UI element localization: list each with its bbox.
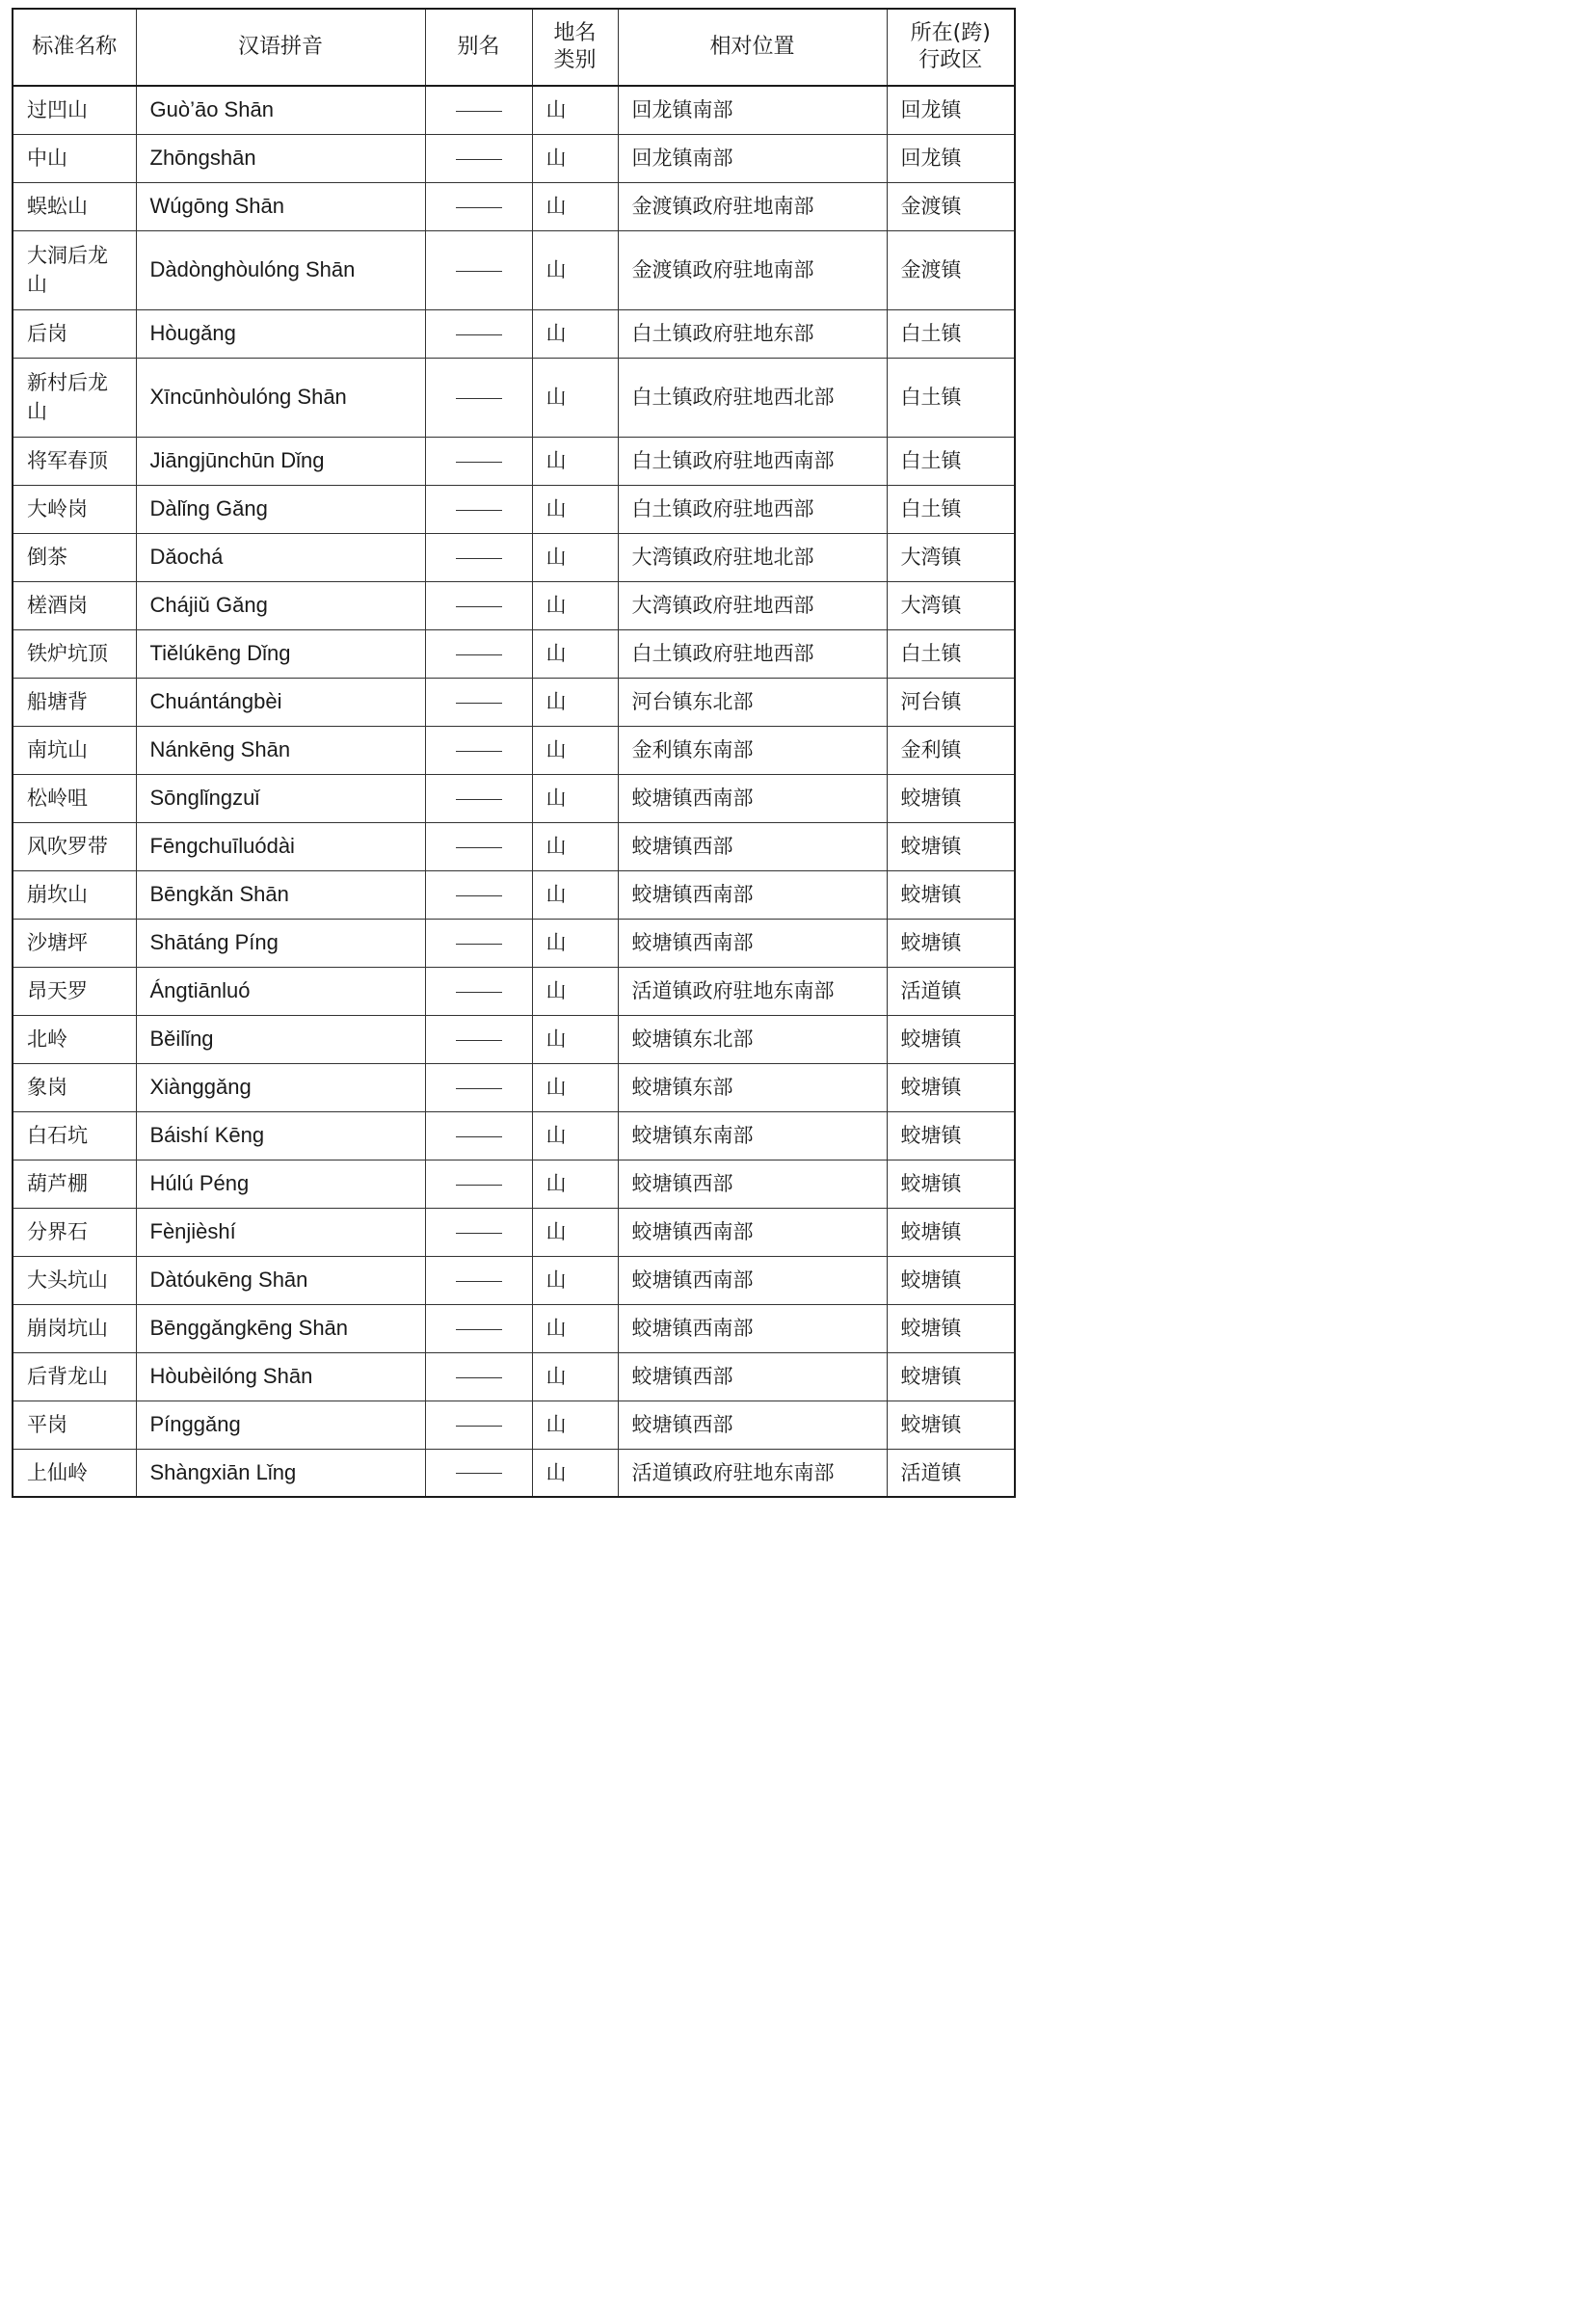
cell-alias	[425, 1063, 532, 1111]
cell-location: 蛟塘镇西南部	[618, 1208, 887, 1256]
cell-type: 山	[532, 1401, 618, 1449]
cell-alias	[425, 533, 532, 581]
header-type	[532, 9, 618, 86]
empty-alias-dash	[456, 895, 502, 896]
cell-alias	[425, 1111, 532, 1160]
cell-pinyin: Guò’āo Shān	[136, 86, 425, 134]
table-row	[13, 774, 1015, 822]
empty-alias-dash	[456, 1040, 502, 1041]
cell-location: 金渡镇政府驻地南部	[618, 182, 887, 230]
table-row	[13, 230, 1015, 309]
cell-pinyin: Bēnggǎngkēng Shān	[136, 1304, 425, 1352]
empty-alias-dash	[456, 159, 502, 160]
cell-alias	[425, 1256, 532, 1304]
cell-standard-name: 平岗	[13, 1401, 136, 1449]
cell-pinyin: Shàngxiān Lǐng	[136, 1449, 425, 1497]
table-body	[13, 86, 1015, 1497]
cell-standard-name: 分界石	[13, 1208, 136, 1256]
cell-type: 山	[532, 919, 618, 967]
cell-admin-region: 蛟塘镇	[887, 1304, 1015, 1352]
cell-admin-region: 大湾镇	[887, 581, 1015, 629]
cell-standard-name: 象岗	[13, 1063, 136, 1111]
cell-standard-name: 上仙岭	[13, 1449, 136, 1497]
cell-alias	[425, 1401, 532, 1449]
empty-alias-dash	[456, 703, 502, 704]
cell-pinyin: Dàlǐng Gǎng	[136, 485, 425, 533]
cell-type: 山	[532, 86, 618, 134]
table-row	[13, 182, 1015, 230]
cell-pinyin: Dǎochá	[136, 533, 425, 581]
cell-type: 山	[532, 678, 618, 726]
cell-admin-region: 蛟塘镇	[887, 1401, 1015, 1449]
cell-location: 蛟塘镇东北部	[618, 1015, 887, 1063]
table-row	[13, 86, 1015, 134]
cell-alias	[425, 629, 532, 678]
cell-standard-name: 风吹罗带	[13, 822, 136, 870]
cell-alias	[425, 581, 532, 629]
cell-type: 山	[532, 358, 618, 437]
cell-type: 山	[532, 1063, 618, 1111]
table-row	[13, 1256, 1015, 1304]
cell-alias	[425, 134, 532, 182]
header-location: 相对位置	[618, 9, 887, 86]
cell-alias	[425, 86, 532, 134]
cell-alias	[425, 919, 532, 967]
cell-admin-region: 蛟塘镇	[887, 1208, 1015, 1256]
table-row	[13, 822, 1015, 870]
cell-standard-name: 槎酒岗	[13, 581, 136, 629]
table-row	[13, 358, 1015, 437]
empty-alias-dash	[456, 1233, 502, 1234]
table-row	[13, 678, 1015, 726]
cell-standard-name: 后岗	[13, 309, 136, 358]
cell-pinyin: Chájiǔ Gǎng	[136, 581, 425, 629]
cell-pinyin: Pínggǎng	[136, 1401, 425, 1449]
empty-alias-dash	[456, 1329, 502, 1330]
header-admin-line1: 所在(跨)	[910, 21, 991, 45]
cell-type: 山	[532, 1208, 618, 1256]
cell-type: 山	[532, 1160, 618, 1208]
cell-type: 山	[532, 774, 618, 822]
place-names-table	[12, 8, 1016, 1498]
empty-alias-dash	[456, 1473, 502, 1474]
cell-standard-name: 崩岗坑山	[13, 1304, 136, 1352]
cell-alias	[425, 822, 532, 870]
cell-admin-region: 金渡镇	[887, 182, 1015, 230]
cell-alias	[425, 182, 532, 230]
table-row	[13, 581, 1015, 629]
table-row	[13, 1401, 1015, 1449]
cell-location: 蛟塘镇西南部	[618, 870, 887, 919]
cell-location: 蛟塘镇西南部	[618, 919, 887, 967]
cell-admin-region: 白土镇	[887, 485, 1015, 533]
cell-pinyin: Hòugǎng	[136, 309, 425, 358]
cell-pinyin: Bēngkǎn Shān	[136, 870, 425, 919]
cell-location: 白土镇政府驻地西北部	[618, 358, 887, 437]
empty-alias-dash	[456, 334, 502, 335]
cell-admin-region: 活道镇	[887, 1449, 1015, 1497]
empty-alias-dash	[456, 944, 502, 945]
cell-location: 蛟塘镇西部	[618, 1401, 887, 1449]
table-row	[13, 1160, 1015, 1208]
cell-admin-region: 金利镇	[887, 726, 1015, 774]
empty-alias-dash	[456, 111, 502, 112]
cell-pinyin: Báishí Kēng	[136, 1111, 425, 1160]
cell-pinyin: Dàtóukēng Shān	[136, 1256, 425, 1304]
cell-location: 蛟塘镇西部	[618, 822, 887, 870]
empty-alias-dash	[456, 207, 502, 208]
cell-admin-region: 蛟塘镇	[887, 1352, 1015, 1401]
cell-standard-name: 铁炉坑顶	[13, 629, 136, 678]
empty-alias-dash	[456, 751, 502, 752]
cell-standard-name: 松岭咀	[13, 774, 136, 822]
table-row	[13, 1015, 1015, 1063]
cell-pinyin: Fēngchuīluódài	[136, 822, 425, 870]
cell-admin-region: 蛟塘镇	[887, 1256, 1015, 1304]
cell-pinyin: Fènjièshí	[136, 1208, 425, 1256]
cell-pinyin: Běilǐng	[136, 1015, 425, 1063]
cell-standard-name: 倒茶	[13, 533, 136, 581]
cell-type: 山	[532, 485, 618, 533]
cell-admin-region: 蛟塘镇	[887, 1111, 1015, 1160]
cell-standard-name: 后背龙山	[13, 1352, 136, 1401]
table-row	[13, 870, 1015, 919]
cell-standard-name: 中山	[13, 134, 136, 182]
cell-standard-name: 船塘背	[13, 678, 136, 726]
table-row	[13, 1304, 1015, 1352]
header-alias: 别名	[425, 9, 532, 86]
table-row	[13, 1111, 1015, 1160]
cell-pinyin: Dàdònghòulóng Shān	[136, 230, 425, 309]
table-row	[13, 533, 1015, 581]
cell-type: 山	[532, 1015, 618, 1063]
cell-pinyin: Shātáng Píng	[136, 919, 425, 967]
cell-pinyin: Xiànggǎng	[136, 1063, 425, 1111]
cell-location: 蛟塘镇东南部	[618, 1111, 887, 1160]
empty-alias-dash	[456, 992, 502, 993]
cell-admin-region: 蛟塘镇	[887, 822, 1015, 870]
cell-admin-region: 蛟塘镇	[887, 1160, 1015, 1208]
table-row	[13, 629, 1015, 678]
cell-admin-region: 白土镇	[887, 629, 1015, 678]
cell-location: 回龙镇南部	[618, 134, 887, 182]
cell-type: 山	[532, 1111, 618, 1160]
header-row	[13, 9, 1015, 86]
cell-type: 山	[532, 870, 618, 919]
cell-standard-name: 沙塘坪	[13, 919, 136, 967]
empty-alias-dash	[456, 799, 502, 800]
cell-type: 山	[532, 230, 618, 309]
table-row	[13, 437, 1015, 485]
cell-standard-name: 大洞后龙山	[13, 230, 136, 309]
cell-admin-region: 白土镇	[887, 437, 1015, 485]
empty-alias-dash	[456, 558, 502, 559]
header-name: 标准名称	[13, 9, 136, 86]
header-type-line1: 地名	[553, 21, 597, 45]
cell-standard-name: 大头坑山	[13, 1256, 136, 1304]
empty-alias-dash	[456, 1088, 502, 1089]
cell-type: 山	[532, 309, 618, 358]
cell-admin-region: 回龙镇	[887, 86, 1015, 134]
cell-location: 蛟塘镇西部	[618, 1352, 887, 1401]
table-row	[13, 134, 1015, 182]
cell-location: 大湾镇政府驻地北部	[618, 533, 887, 581]
cell-alias	[425, 774, 532, 822]
cell-pinyin: Zhōngshān	[136, 134, 425, 182]
cell-location: 白土镇政府驻地西南部	[618, 437, 887, 485]
table-row	[13, 919, 1015, 967]
cell-standard-name: 南坑山	[13, 726, 136, 774]
cell-standard-name: 过凹山	[13, 86, 136, 134]
cell-standard-name: 北岭	[13, 1015, 136, 1063]
cell-type: 山	[532, 1449, 618, 1497]
cell-type: 山	[532, 1256, 618, 1304]
cell-admin-region: 蛟塘镇	[887, 1015, 1015, 1063]
cell-pinyin: Wúgōng Shān	[136, 182, 425, 230]
empty-alias-dash	[456, 1281, 502, 1282]
cell-standard-name: 葫芦棚	[13, 1160, 136, 1208]
cell-type: 山	[532, 437, 618, 485]
cell-type: 山	[532, 182, 618, 230]
cell-standard-name: 大岭岗	[13, 485, 136, 533]
cell-pinyin: Húlú Péng	[136, 1160, 425, 1208]
cell-alias	[425, 1160, 532, 1208]
cell-location: 活道镇政府驻地东南部	[618, 1449, 887, 1497]
cell-type: 山	[532, 581, 618, 629]
cell-type: 山	[532, 629, 618, 678]
cell-admin-region: 大湾镇	[887, 533, 1015, 581]
cell-pinyin: Chuántángbèi	[136, 678, 425, 726]
cell-alias	[425, 1352, 532, 1401]
cell-type: 山	[532, 134, 618, 182]
empty-alias-dash	[456, 654, 502, 655]
cell-location: 白土镇政府驻地西部	[618, 629, 887, 678]
cell-standard-name: 蜈蚣山	[13, 182, 136, 230]
cell-location: 白土镇政府驻地西部	[618, 485, 887, 533]
empty-alias-dash	[456, 847, 502, 848]
cell-type: 山	[532, 1352, 618, 1401]
cell-standard-name: 将军春顶	[13, 437, 136, 485]
cell-location: 河台镇东北部	[618, 678, 887, 726]
cell-pinyin: Ángtiānluó	[136, 967, 425, 1015]
cell-location: 金渡镇政府驻地南部	[618, 230, 887, 309]
cell-location: 金利镇东南部	[618, 726, 887, 774]
place-names-table-container	[12, 8, 1014, 1498]
cell-alias	[425, 309, 532, 358]
cell-type: 山	[532, 726, 618, 774]
cell-type: 山	[532, 533, 618, 581]
header-admin-line2: 行政区	[918, 48, 983, 72]
empty-alias-dash	[456, 271, 502, 272]
cell-location: 蛟塘镇西南部	[618, 1256, 887, 1304]
cell-admin-region: 蛟塘镇	[887, 870, 1015, 919]
empty-alias-dash	[456, 1185, 502, 1186]
cell-pinyin: Jiāngjūnchūn Dǐng	[136, 437, 425, 485]
cell-pinyin: Nánkēng Shān	[136, 726, 425, 774]
cell-location: 蛟塘镇西南部	[618, 774, 887, 822]
table-row	[13, 726, 1015, 774]
cell-alias	[425, 1449, 532, 1497]
cell-location: 蛟塘镇西部	[618, 1160, 887, 1208]
cell-admin-region: 河台镇	[887, 678, 1015, 726]
cell-location: 回龙镇南部	[618, 86, 887, 134]
table-row	[13, 967, 1015, 1015]
cell-location: 蛟塘镇西南部	[618, 1304, 887, 1352]
header-type-line2: 类别	[553, 48, 597, 72]
cell-admin-region: 蛟塘镇	[887, 919, 1015, 967]
cell-admin-region: 活道镇	[887, 967, 1015, 1015]
cell-admin-region: 回龙镇	[887, 134, 1015, 182]
cell-admin-region: 金渡镇	[887, 230, 1015, 309]
cell-location: 活道镇政府驻地东南部	[618, 967, 887, 1015]
empty-alias-dash	[456, 398, 502, 399]
cell-alias	[425, 1015, 532, 1063]
cell-standard-name: 新村后龙山	[13, 358, 136, 437]
table-row	[13, 1208, 1015, 1256]
cell-alias	[425, 678, 532, 726]
cell-alias	[425, 726, 532, 774]
header-pinyin: 汉语拼音	[136, 9, 425, 86]
cell-pinyin: Tiělúkēng Dǐng	[136, 629, 425, 678]
cell-alias	[425, 967, 532, 1015]
cell-alias	[425, 870, 532, 919]
empty-alias-dash	[456, 462, 502, 463]
empty-alias-dash	[456, 1136, 502, 1137]
header-admin	[887, 9, 1015, 86]
cell-admin-region: 白土镇	[887, 309, 1015, 358]
cell-location: 大湾镇政府驻地西部	[618, 581, 887, 629]
cell-location: 蛟塘镇东部	[618, 1063, 887, 1111]
table-header	[13, 9, 1015, 86]
empty-alias-dash	[456, 606, 502, 607]
table-row	[13, 309, 1015, 358]
cell-type: 山	[532, 967, 618, 1015]
cell-standard-name: 崩坎山	[13, 870, 136, 919]
table-row	[13, 1449, 1015, 1497]
table-row	[13, 485, 1015, 533]
cell-alias	[425, 230, 532, 309]
cell-admin-region: 蛟塘镇	[887, 774, 1015, 822]
empty-alias-dash	[456, 510, 502, 511]
cell-type: 山	[532, 1304, 618, 1352]
cell-pinyin: Sōnglǐngzuǐ	[136, 774, 425, 822]
table-row	[13, 1352, 1015, 1401]
empty-alias-dash	[456, 1426, 502, 1427]
cell-alias	[425, 1304, 532, 1352]
empty-alias-dash	[456, 1377, 502, 1378]
cell-alias	[425, 437, 532, 485]
cell-pinyin: Xīncūnhòulóng Shān	[136, 358, 425, 437]
cell-pinyin: Hòubèilóng Shān	[136, 1352, 425, 1401]
cell-type: 山	[532, 822, 618, 870]
cell-standard-name: 昂天罗	[13, 967, 136, 1015]
cell-alias	[425, 358, 532, 437]
cell-alias	[425, 485, 532, 533]
table-row	[13, 1063, 1015, 1111]
cell-alias	[425, 1208, 532, 1256]
cell-standard-name: 白石坑	[13, 1111, 136, 1160]
cell-admin-region: 蛟塘镇	[887, 1063, 1015, 1111]
cell-admin-region: 白土镇	[887, 358, 1015, 437]
cell-location: 白土镇政府驻地东部	[618, 309, 887, 358]
